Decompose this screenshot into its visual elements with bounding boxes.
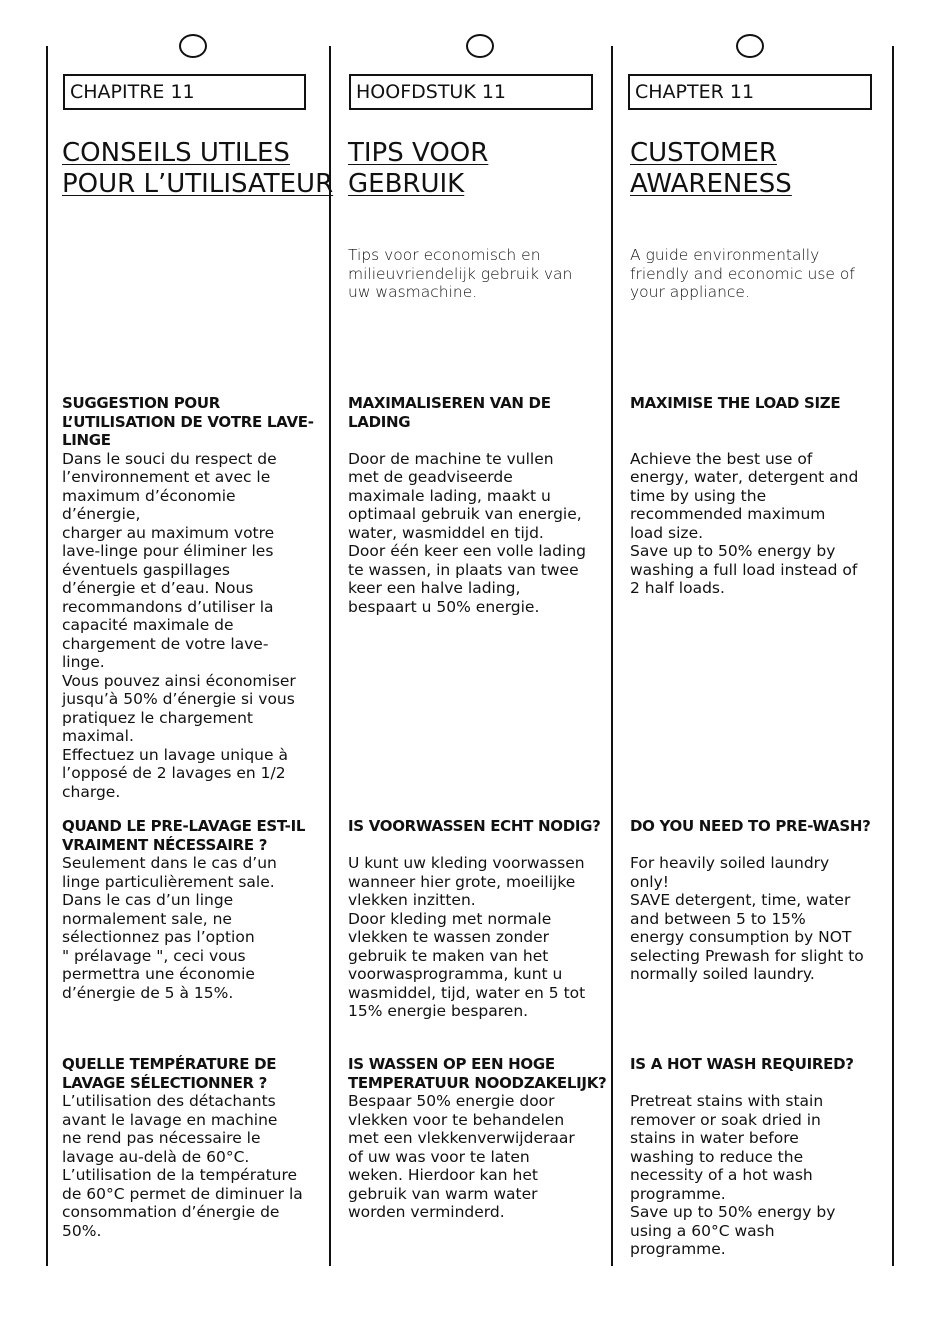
section-body: L’utilisation des détachants avant le lavage en machine ne rend pas nécessaire le lavage au-delà de 60°C. L’utilisation de la température de 60°C permet de diminuer la consommation d’énergie de 50%. <box>62 1092 303 1240</box>
section-heading: QUELLE TEMPÉRATURE DE LAVAGE SÉLECTIONNER ? <box>62 1055 277 1092</box>
column-english <box>612 0 894 1324</box>
page-title: TIPS VOOR GEBRUIK <box>348 138 489 199</box>
section-heading: IS VOORWASSEN ECHT NODIG? <box>348 817 601 835</box>
column-french <box>0 0 334 1324</box>
section-heading: IS WASSEN OP EEN HOGE TEMPERATUUR NOODZAKELIJK? <box>348 1055 607 1092</box>
section-heading: QUAND LE PRE-LAVAGE EST-IL VRAIMENT NÉCESSAIRE ? <box>62 817 306 854</box>
section-temperature <box>62 1055 322 1240</box>
section-prewash <box>62 817 322 1002</box>
section-body: U kunt uw kleding voorwassen wanneer hier grote, moeilijke vlekken inzitten. Door kleding met normale vlekken te wassen zonder gebruik te maken van het voorwasprogramma, kunt u wasmiddel, tijd, water en 5 tot 15% energie besparen. <box>348 854 586 1020</box>
section-heading: IS A HOT WASH REQUIRED? <box>630 1055 854 1073</box>
section-temperature <box>348 1055 610 1222</box>
section-body: Seulement dans le cas d’un linge particulièrement sale. Dans le cas d’un linge normalement sale, ne sélectionnez pas l’option " prélavage ", ceci vous permettra une économie d’énergie de 5 à 15%. <box>62 854 277 1002</box>
section-prewash <box>348 817 610 1021</box>
chapter-heading: CHAPITRE 11 <box>63 74 306 110</box>
section-body: Achieve the best use of energy, water, detergent and time by using the recommended maximum load size. Save up to 50% energy by washing a full load instead of 2 half loads. <box>630 449 859 597</box>
intro-text: A guide environmentally friendly and economic use of your appliance. <box>630 246 855 301</box>
section-heading: SUGGESTION POUR L’UTILISATION DE VOTRE LAVE- LINGE <box>62 394 314 449</box>
column-dutch <box>330 0 612 1324</box>
page-title: CUSTOMER AWARENESS <box>630 138 792 199</box>
section-heading: DO YOU NEED TO PRE-WASH? <box>630 817 871 835</box>
chapter-heading: HOOFDSTUK 11 <box>349 74 593 110</box>
section-body: Dans le souci du respect de l’environnement et avec le maximum d’économie d’énergie, charger au maximum votre lave-linge pour éliminer les éventuels gaspillages d’énergie et d’eau. Nous recommandons d’utiliser la capacité maximale de chargement de votre lave- linge. Vous pouvez ainsi économiser jusqu’à 50% d’énergie si vous pratiquez le chargement maximal. Effectuez un lavage unique à l’opposé de 2 lavages en 1/2 charge. <box>62 449 296 801</box>
section-heading: MAXIMALISEREN VAN DE LADING <box>348 394 551 431</box>
page-title: CONSEILS UTILES POUR L’UTILISATEUR <box>62 138 334 199</box>
section-load <box>348 394 610 616</box>
language-flag-icon <box>179 34 207 58</box>
section-body: Pretreat stains with stain remover or soak dried in stains in water before washing to reduce the necessity of a hot wash programme. Save up to 50% energy by using a 60°C wash programme. <box>630 1092 836 1258</box>
section-load <box>62 394 322 801</box>
section-load <box>630 394 892 598</box>
language-flag-icon <box>736 34 764 58</box>
section-temperature <box>630 1055 892 1259</box>
chapter-heading: CHAPTER 11 <box>628 74 872 110</box>
section-body: For heavily soiled laundry only! SAVE detergent, time, water and between 5 to 15% energy consumption by NOT selecting Prewash for slight to normally soiled laundry. <box>630 854 864 983</box>
section-prewash <box>630 817 892 984</box>
section-body: Door de machine te vullen met de geadviseerde maximale lading, maakt u optimaal gebruik van energie, water, wasmiddel en tijd. Door één keer een volle lading te wassen, in plaats van twee keer een halve lading, bespaart u 50% energie. <box>348 449 586 616</box>
section-heading: MAXIMISE THE LOAD SIZE <box>630 394 841 412</box>
intro-text: Tips voor economisch en milieuvriendelijk gebruik van uw wasmachine. <box>348 246 573 301</box>
section-body: Bespaar 50% energie door vlekken voor te behandelen met een vlekkenverwijderaar of uw was voor te laten weken. Hierdoor kan het gebruik van warm water worden verminderd. <box>348 1092 575 1221</box>
language-flag-icon <box>466 34 494 58</box>
